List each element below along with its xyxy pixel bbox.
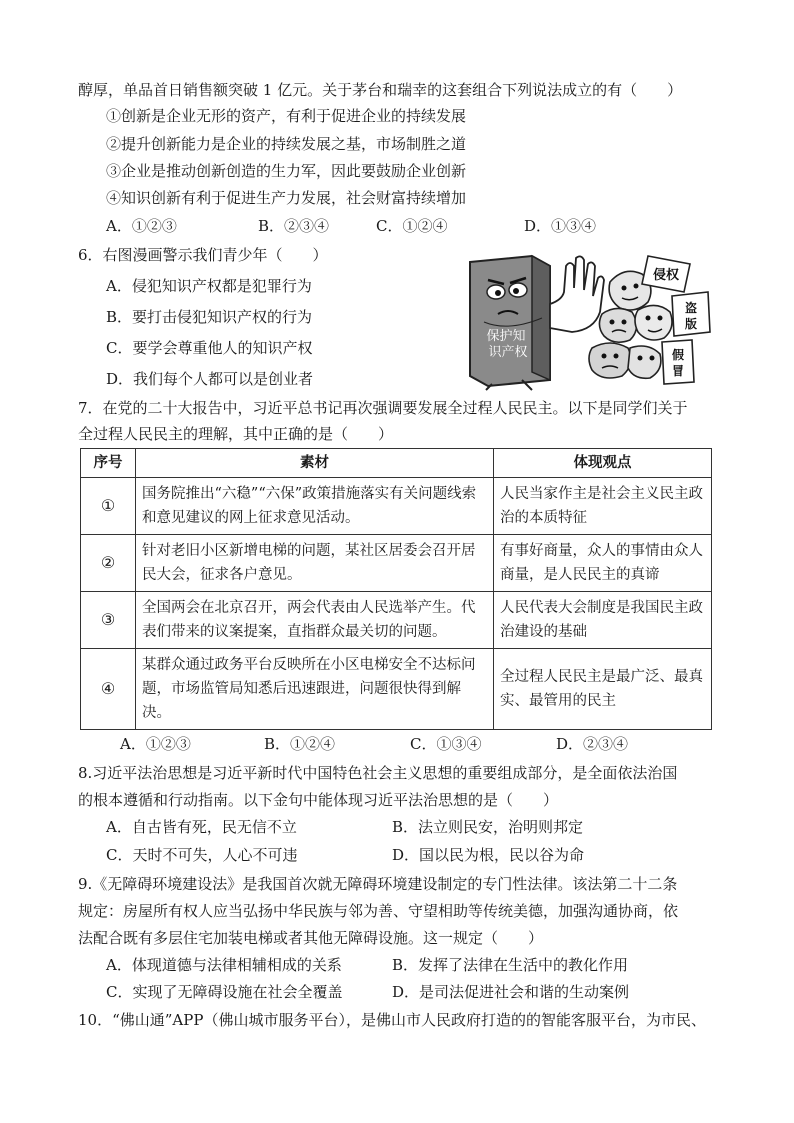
q5-item-1: ①创新是企业无形的资产，有利于促进企业的持续发展 (106, 107, 467, 125)
row-material: 国务院推出“六稳”“六保”政策措施落实有关问题线索和意见建议的网上征求意见活动。 (136, 478, 494, 535)
tag-counterfeit (662, 340, 694, 384)
q5-stem-continuation: 醇厚，单品首日销售额突破 1 亿元。关于茅台和瑞幸的这套组合下列说法成立的有（ ） (78, 81, 683, 99)
q9-options-row-2 (0, 982, 794, 1002)
header-viewpoint: 体现观点 (494, 449, 712, 478)
ip-protection-cartoon (452, 252, 714, 392)
q9-stem-line-1: 9.《无障碍环境建设法》是我国首次就无障碍环境建设制定的专门性法律。该法第二十二条 (78, 875, 678, 893)
q9-options-row-1 (0, 955, 794, 975)
q9-option-a[interactable]: A．体现道德与法律相辅相成的关系 (106, 956, 342, 974)
table-row (81, 592, 712, 649)
book-text-line-1: 保护知 (486, 329, 526, 344)
q5-option-a[interactable]: A．①②③ (106, 217, 177, 235)
q5-item-3: ③企业是推动创新创造的生力军，因此要鼓励企业创新 (106, 162, 467, 180)
q8-options-row-2 (0, 845, 794, 865)
row-number: ③ (81, 592, 136, 649)
tag-piracy (672, 292, 710, 336)
q8-stem-line-2: 的根本遵循和行动指南。以下金句中能体现习近平法治思想的是（ ） (78, 791, 559, 809)
q5-options (0, 216, 794, 236)
q5-option-c[interactable]: C．①②④ (376, 217, 448, 235)
row-viewpoint: 人民代表大会制度是我国民主政治建设的基础 (494, 592, 712, 649)
q8-option-d[interactable]: D．国以民为根，民以谷为命 (392, 846, 585, 864)
row-number: ① (81, 478, 136, 535)
table-row (81, 649, 712, 730)
tag-counterfeit-text-2: 冒 (671, 364, 685, 378)
row-number: ④ (81, 649, 136, 730)
q5-item-4: ④知识创新有利于促进生产力发展，社会财富持续增加 (106, 189, 467, 207)
tag-infringement-text: 侵权 (652, 268, 680, 283)
q6-option-b[interactable]: B．要打击侵犯知识产权的行为 (106, 308, 313, 326)
header-number: 序号 (81, 449, 136, 478)
q6-option-d[interactable]: D．我们每个人都可以是创业者 (106, 370, 314, 388)
q10-stem-line-1: 10．“佛山通”APP（佛山城市服务平台），是佛山市人民政府打造的的智能客服平台，为市民、 (78, 1011, 706, 1029)
table-row (81, 478, 712, 535)
table-header-row (81, 449, 712, 478)
header-material: 素材 (136, 449, 494, 478)
book-text-line-2: 识产权 (488, 345, 528, 360)
q6-option-c[interactable]: C．要学会尊重他人的知识产权 (106, 339, 313, 357)
row-viewpoint: 人民当家作主是社会主义民主政治的本质特征 (494, 478, 712, 535)
q7-option-d[interactable]: D．②③④ (556, 735, 629, 753)
q7-options (0, 734, 794, 754)
q8-option-b[interactable]: B．法立则民安，治明则邦定 (392, 818, 584, 836)
q8-options-row-1 (0, 817, 794, 837)
q7-stem-line-1: 7．在党的二十大报告中，习近平总书记再次强调要发展全过程人民民主。以下是同学们关于 (78, 399, 688, 417)
stop-hand (550, 256, 604, 332)
q9-option-b[interactable]: B．发挥了法律在生活中的教化作用 (392, 956, 629, 974)
q9-option-d[interactable]: D．是司法促进社会和谐的生动案例 (392, 983, 630, 1001)
book-figure (470, 256, 550, 390)
row-viewpoint: 有事好商量，众人的事情由众人商量，是人民民主的真谛 (494, 535, 712, 592)
q7-option-c[interactable]: C．①③④ (410, 735, 482, 753)
row-material: 全国两会在北京召开，两会代表由人民选举产生。代表们带来的议案提案，直指群众最关切的问题。 (136, 592, 494, 649)
q8-option-c[interactable]: C．天时不可失，人心不可违 (106, 846, 298, 864)
q9-stem-line-3: 法配合既有多层住宅加装电梯或者其他无障碍设施。这一规定（ ） (78, 929, 544, 947)
row-material: 针对老旧小区新增电梯的问题，某社区居委会召开居民大会，征求各户意见。 (136, 535, 494, 592)
tag-piracy-text-2: 版 (684, 317, 698, 331)
q8-option-a[interactable]: A．自古皆有死，民无信不立 (106, 818, 297, 836)
q7-option-a[interactable]: A．①②③ (120, 735, 191, 753)
q6-stem: 6．右图漫画警示我们青少年（ ） (78, 246, 328, 264)
q9-stem-line-2: 规定：房屋所有权人应当弘扬中华民族与邻为善、守望相助等传统美德，加强沟通协商，依 (78, 902, 679, 920)
q9-option-c[interactable]: C．实现了无障碍设施在社会全覆盖 (106, 983, 343, 1001)
table-row (81, 535, 712, 592)
tag-piracy-text: 盗 (684, 301, 698, 315)
q5-option-b[interactable]: B．②③④ (258, 217, 330, 235)
q6-option-a[interactable]: A．侵犯知识产权都是犯罪行为 (106, 277, 312, 295)
q7-stem-line-2: 全过程人民民主的理解，其中正确的是（ ） (78, 425, 394, 443)
row-viewpoint: 全过程人民民主是最广泛、最真实、最管用的民主 (494, 649, 712, 730)
row-number: ② (81, 535, 136, 592)
row-material: 某群众通过政务平台反映所在小区电梯安全不达标问题，市场监管局知悉后迅速跟进，问题很快得到解决。 (136, 649, 494, 730)
q7-option-b[interactable]: B．①②④ (264, 735, 336, 753)
q5-option-d[interactable]: D．①③④ (524, 217, 597, 235)
tag-counterfeit-text: 假 (671, 348, 685, 362)
q5-item-2: ②提升创新能力是企业的持续发展之基，市场制胜之道 (106, 135, 467, 153)
q8-stem-line-1: 8.习近平法治思想是习近平新时代中国特色社会主义思想的重要组成部分，是全面依法治国 (78, 764, 678, 782)
q7-material-table (80, 448, 712, 730)
